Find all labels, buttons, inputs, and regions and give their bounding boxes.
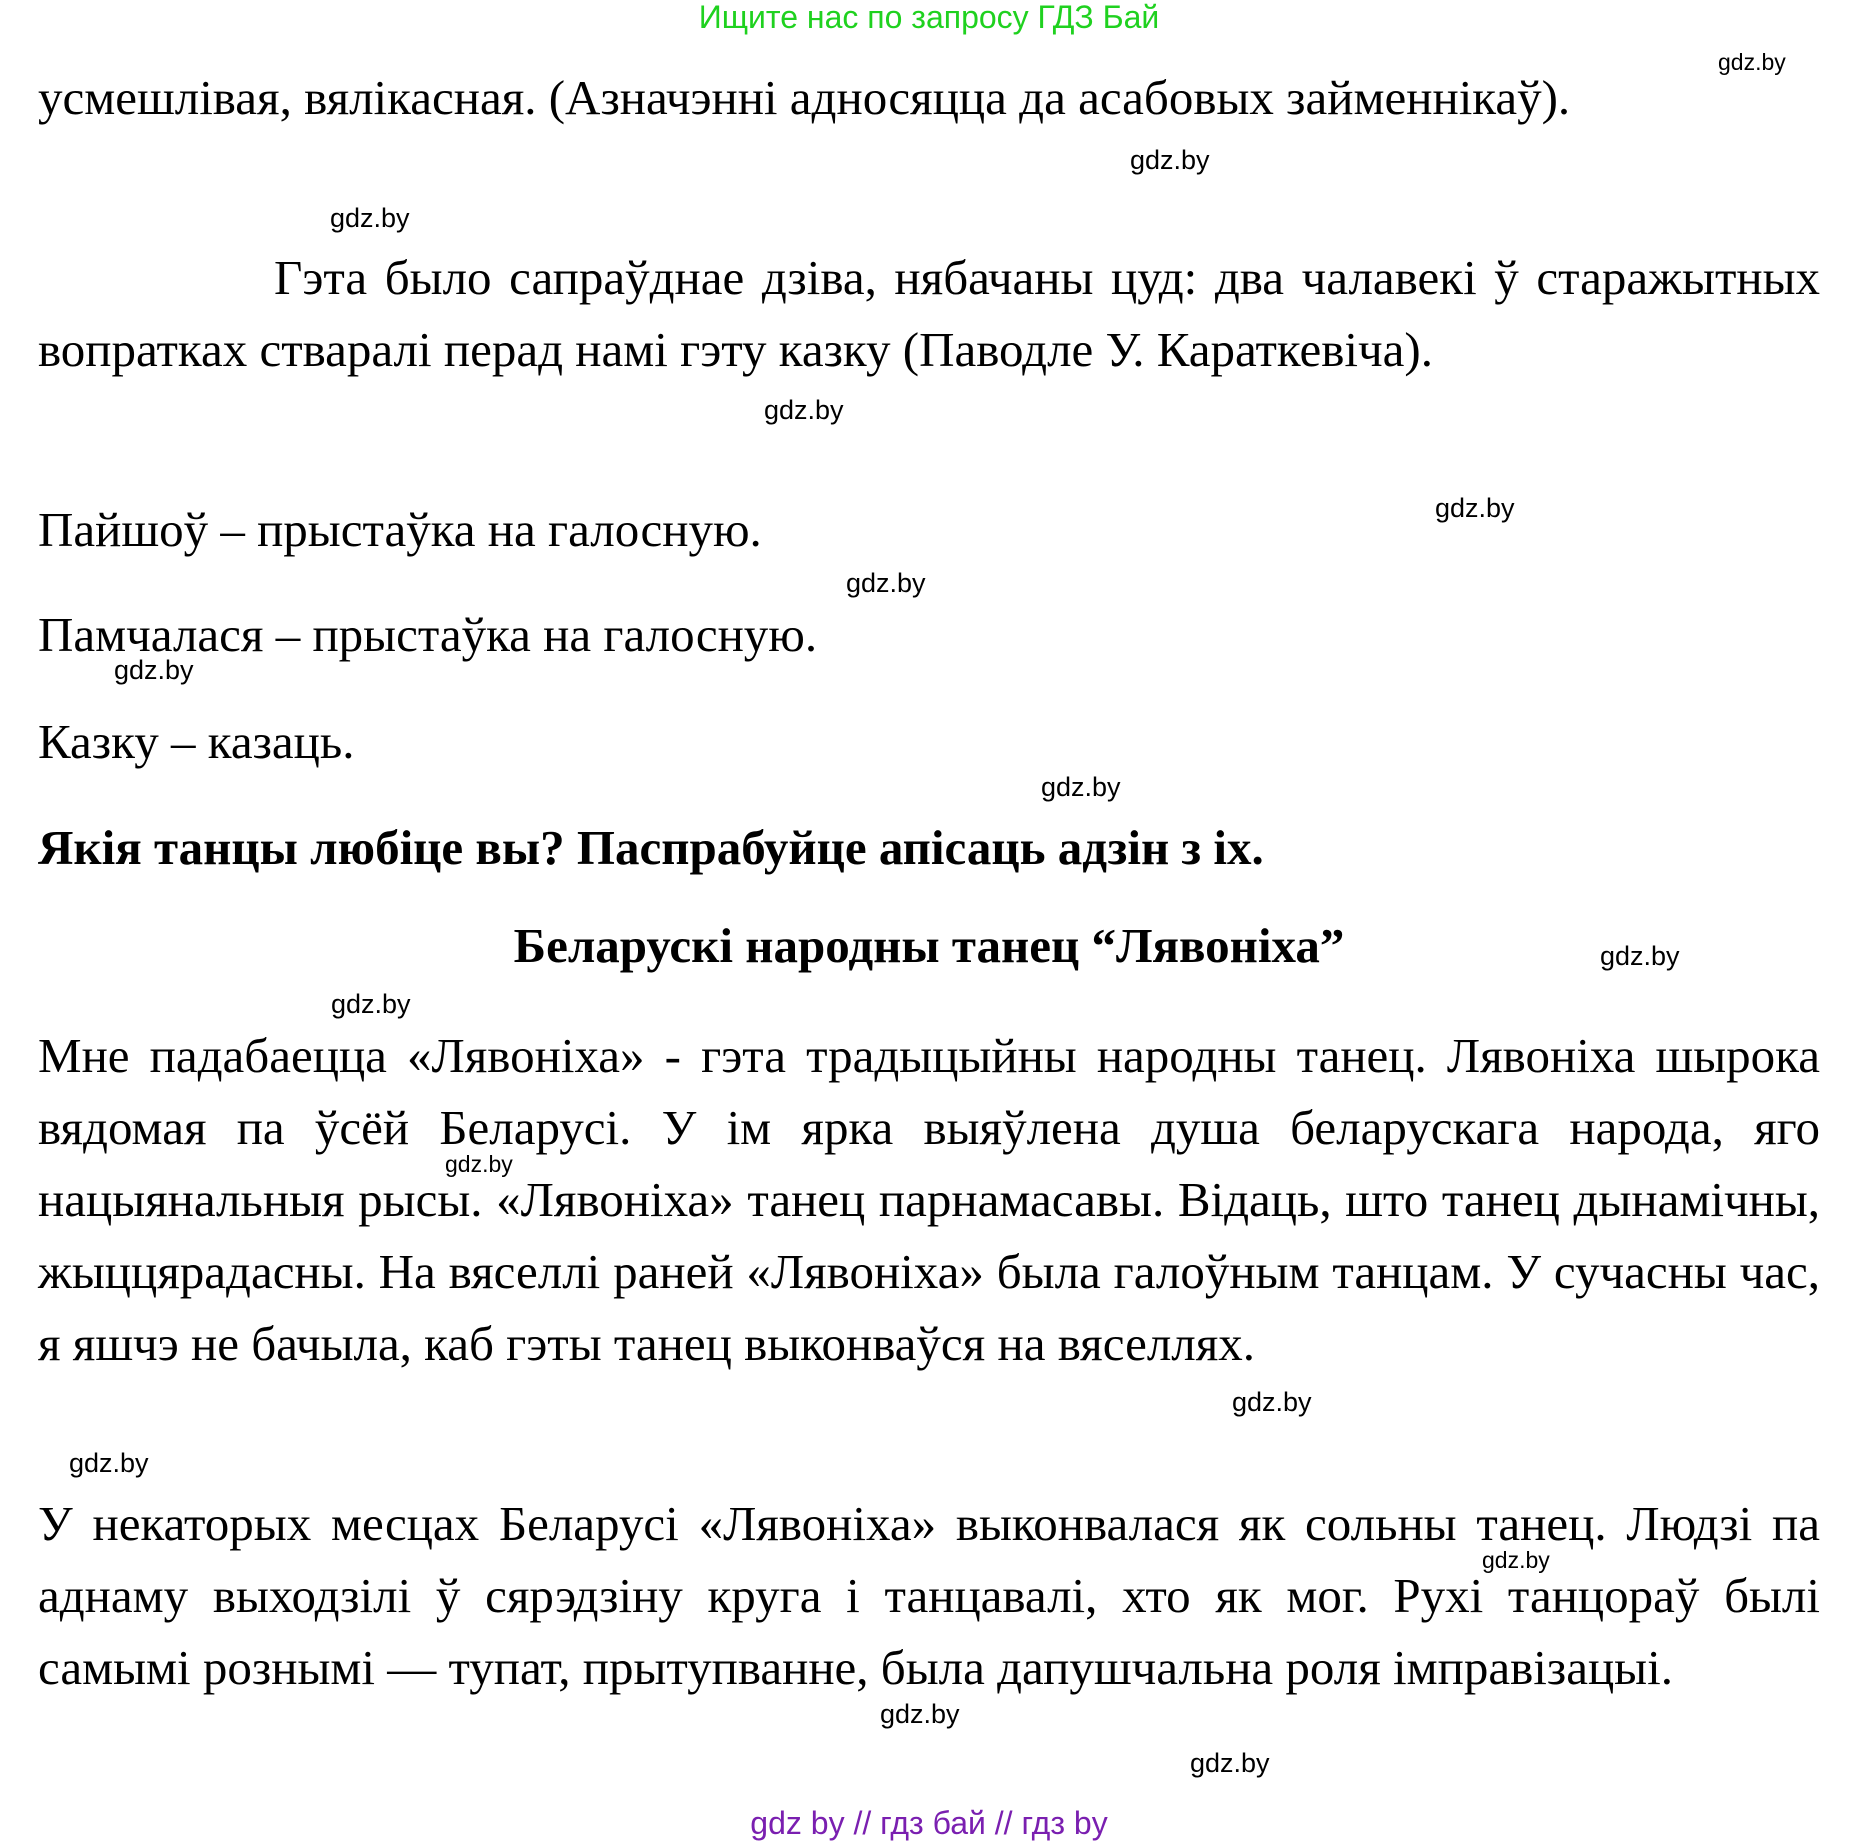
watermark: gdz.by — [1718, 49, 1786, 75]
search-banner: Ищите нас по запросу ГДЗ Бай — [698, 0, 1160, 35]
watermark: gdz.by — [1232, 1387, 1312, 1417]
paragraph-answer-pajshou: Пайшоў – прыстаўка на галосную. — [38, 502, 762, 557]
essay-paragraph-1: Мне падабаецца «Лявоніха» - гэта традыцыйны народны танец. Лявоніха шырока вядомая па ўсёй Беларусі. У ім ярка выяўлена душа беларускага народа, яго нацыянальныя рысы. «Лявоніха» танец парнамасавы. Відаць, што танец дынамічны, жыццярадасны. На вяселлі раней «Лявоніха» была галоўным танцам. У сучасны час, я яшчэ не бачыла, каб гэты танец выконваўся на вяселлях. — [38, 1028, 1820, 1371]
essay-paragraph-2: У некаторых месцах Беларусі «Лявоніха» выконвалася як сольны танец. Людзі па аднаму выходзілі ў сярэдзіну круга і танцавалі, хто як мог. Рухі танцораў былі самымі рознымі — тупат, прытупванне, была дапушчальна роля імправізацыі. — [38, 1496, 1820, 1695]
watermark: gdz.by — [1130, 145, 1210, 175]
paragraph-answer-1: усмешлівая, вялікасная. (Азначэнні адносяцца да асабовых займеннікаў). — [38, 70, 1571, 125]
watermark: gdz.by — [1482, 1547, 1550, 1573]
watermark: gdz.by — [1600, 941, 1680, 971]
paragraph-quote: Гэта было сапраўднае дзіва, нябачаны цуд: два чалавекі ў старажытных вопратках стваралі перад намі гэту казку (Паводле У. Караткевіча). — [38, 250, 1820, 377]
watermark: gdz.by — [1190, 1748, 1270, 1778]
watermark: gdz.by — [445, 1151, 513, 1177]
watermark: gdz.by — [1041, 772, 1121, 802]
watermark: gdz.by — [880, 1699, 960, 1729]
watermark: gdz.by — [330, 203, 410, 233]
watermark: gdz.by — [1435, 493, 1515, 523]
paragraph-answer-pamchalasia: Памчалася – прыстаўка на галосную. — [38, 607, 818, 662]
watermark: gdz.by — [114, 655, 194, 685]
essay-heading: Беларускі народны танец “Лявоніха” — [513, 918, 1345, 973]
footer-links: gdz by // гдз бай // гдз by — [750, 1805, 1108, 1841]
task-question: Якія танцы любіце вы? Паспрабуйце апісаць адзін з іх. — [38, 820, 1264, 875]
watermark: gdz.by — [69, 1448, 149, 1478]
watermark: gdz.by — [331, 989, 411, 1019]
watermark: gdz.by — [846, 568, 926, 598]
watermark: gdz.by — [764, 395, 844, 425]
paragraph-answer-kazku: Казку – казаць. — [38, 714, 355, 769]
